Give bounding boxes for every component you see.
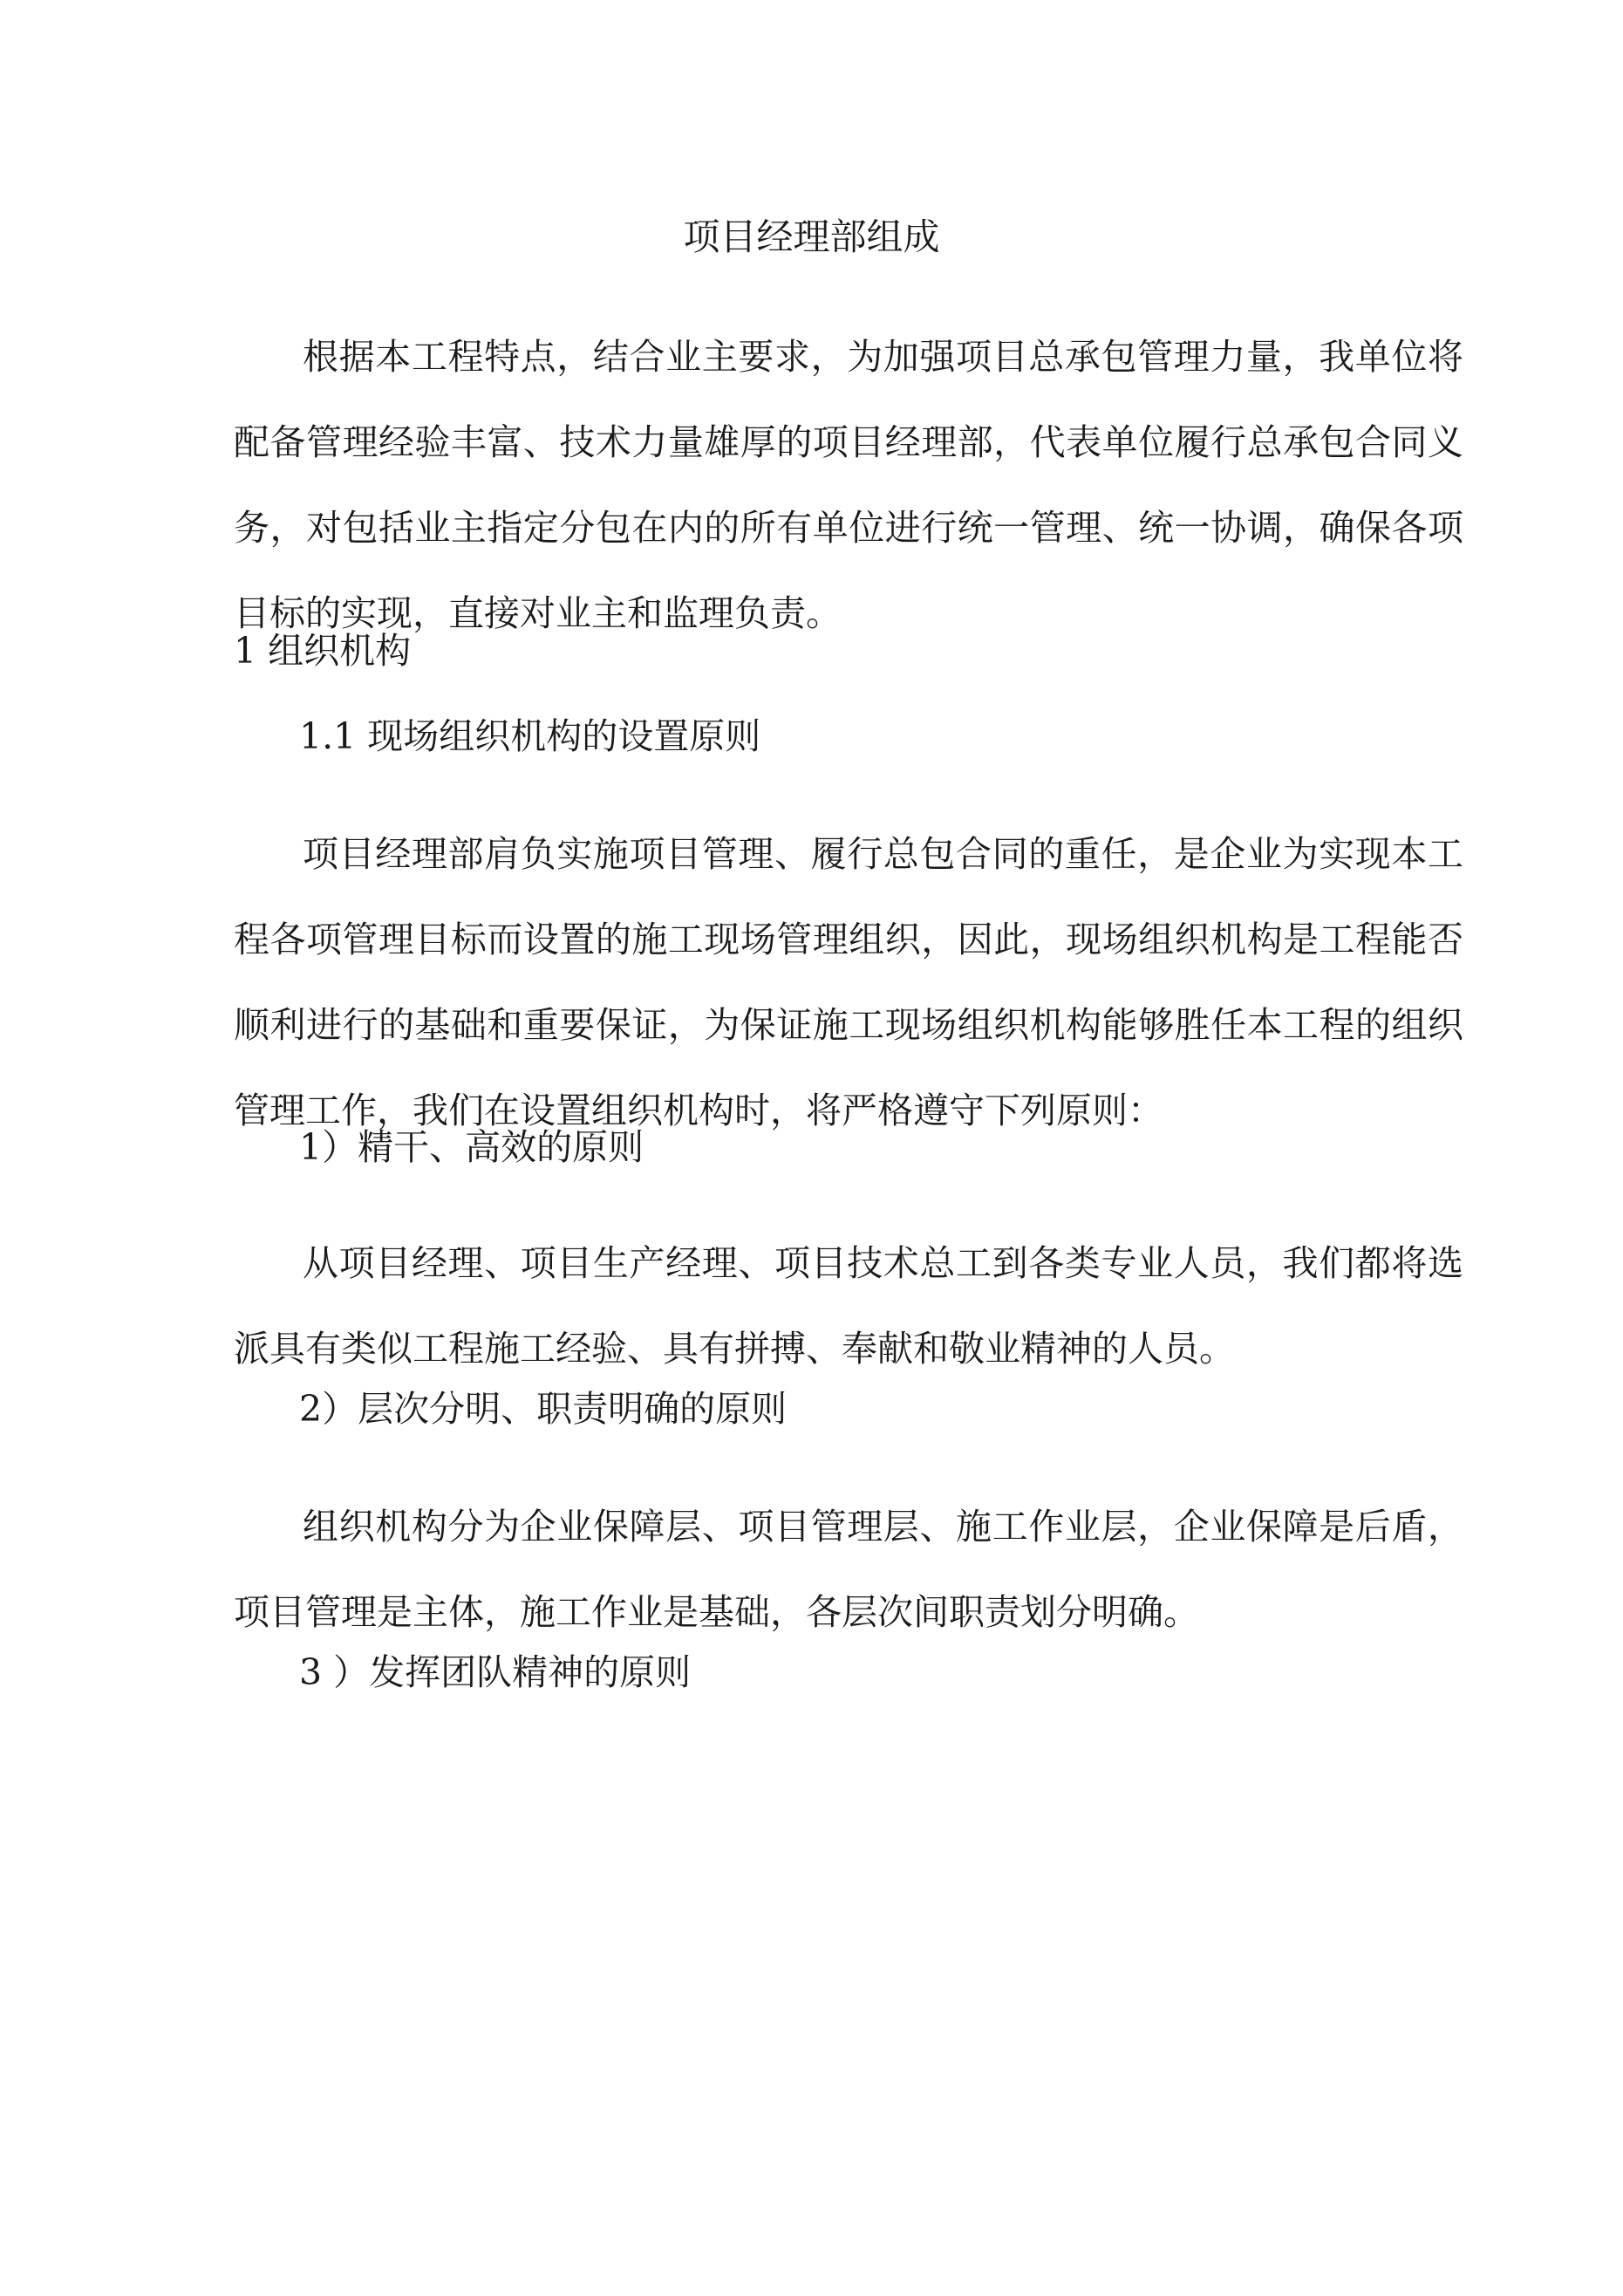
- section-1-heading: 1 组织机构: [234, 630, 412, 672]
- principle-3-heading: 3 ）发挥团队精神的原则: [299, 1651, 692, 1693]
- principle-1-body: 从项目经理、项目生产经理、项目技术总工到各类专业人员，我们都将选派具有类似工程施工经验、具有拼搏、奉献和敬业精神的人员。: [234, 1242, 1463, 1370]
- principle-2-body: 组织机构分为企业保障层、项目管理层、施工作业层，企业保障是后盾，项目管理是主体，施工作业是基础，各层次间职责划分明确。: [234, 1506, 1463, 1633]
- principle-1-heading: 1）精干、高效的原则: [299, 1126, 644, 1168]
- section-1-1-heading: 1.1 现场组织机构的设置原则: [299, 715, 761, 757]
- intro-paragraph: 根据本工程特点，结合业主要求，为加强项目总承包管理力量，我单位将配备管理经验丰富、技术力量雄厚的项目经理部，代表单位履行总承包合同义务，对包括业主指定分包在内的所有单位进行统一管理、统一协调，确保各项目标的实现，直接对业主和监理负责。: [234, 336, 1463, 634]
- document-title: 项目经理部组成: [683, 215, 940, 258]
- principle-2-heading: 2）层次分明、职责明确的原则: [299, 1388, 788, 1430]
- section-1-1-body: 项目经理部肩负实施项目管理、履行总包合同的重任，是企业为实现本工程各项管理目标而设置的施工现场管理组织，因此，现场组织机构是工程能否顺利进行的基础和重要保证，为保证施工现场组织机构能够胜任本工程的组织管理工作，我们在设置组织机构时，将严格遵守下列原则：: [234, 833, 1463, 1131]
